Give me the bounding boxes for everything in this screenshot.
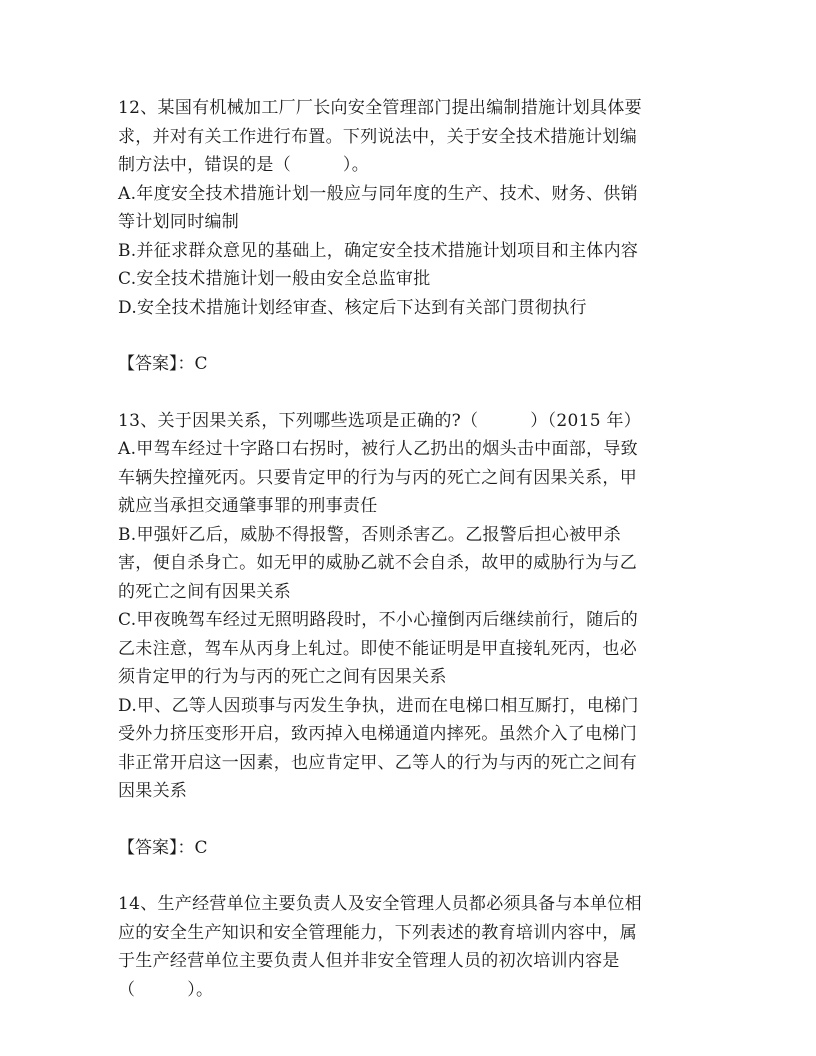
option-c-line: C.安全技术措施计划一般由安全总监审批	[118, 269, 431, 289]
question-14	[118, 890, 698, 1004]
spacer	[118, 322, 698, 350]
option-c-line: 乙未注意，驾车从丙身上轧过。即使不能证明是甲直接轧死丙，也必	[118, 638, 637, 659]
spacer	[118, 862, 698, 890]
option-d-line: 因果关系	[118, 781, 188, 801]
question-line: 于生产经营单位主要负责人但并非安全管理人员的初次培训内容是	[118, 951, 620, 971]
question-line: 13、关于因果关系，下列哪些选项是正确的?（ ）（2015 年）	[118, 410, 642, 431]
option-d-line: 非正常开启这一因素，也应肯定甲、乙等人的行为与丙的死亡之间有	[118, 752, 637, 773]
question-13	[118, 407, 698, 806]
option-b-line: B.并征求群众意见的基础上，确定安全技术措施计划项目和主体内容	[118, 240, 639, 261]
answer-12: 【答案】：C	[118, 354, 208, 374]
option-c-line: 须肯定甲的行为与丙的死亡之间有因果关系	[118, 667, 447, 687]
option-a-line: A.年度安全技术措施计划一般应与同年度的生产、技术、财务、供销	[118, 183, 638, 204]
answer-13: 【答案】：C	[118, 837, 208, 858]
option-a-line: 等计划同时编制	[118, 212, 240, 232]
option-b-line: 的死亡之间有因果关系	[118, 581, 291, 602]
question-line: 制方法中，错误的是（ ）。	[118, 155, 369, 175]
option-c-line: C.甲夜晚驾车经过无照明路段时，不小心撞倒丙后继续前行，随后的	[118, 610, 639, 630]
question-line: 14、生产经营单位主要负责人及安全管理人员都必须具备与本单位相	[118, 894, 642, 914]
spacer	[118, 379, 698, 407]
question-line: 12、某国有机械加工厂厂长向安全管理部门提出编制措施计划具体要	[118, 98, 642, 118]
exam-document	[118, 94, 698, 1004]
option-d-line: D.安全技术措施计划经审查、核定后下达到有关部门贯彻执行	[118, 297, 587, 318]
option-a-line: A.甲驾车经过十字路口右拐时，被行人乙扔出的烟头击中面部，导致	[118, 439, 638, 459]
option-d-line: 受外力挤压变形开启，致丙掉入电梯通道内摔死。虽然介入了电梯门	[118, 724, 637, 744]
question-line: 求，并对有关工作进行布置。下列说法中，关于安全技术措施计划编	[118, 126, 637, 147]
option-b-line: B.甲强奸乙后，威胁不得报警，否则杀害乙。乙报警后担心被甲杀	[118, 524, 621, 545]
question-line: 应的安全生产知识和安全管理能力，下列表述的教育培训内容中，属	[118, 922, 637, 943]
question-12	[118, 94, 698, 322]
option-a-line: 车辆失控撞死丙。只要肯定甲的行为与丙的死亡之间有因果关系，甲	[118, 467, 637, 488]
question-line: （ ）。	[118, 979, 214, 1000]
option-d-line: D.甲、乙等人因琐事与丙发生争执，进而在电梯口相互厮打，电梯门	[118, 695, 639, 716]
spacer	[118, 806, 698, 834]
option-b-line: 害，便自杀身亡。如无甲的威胁乙就不会自杀，故甲的威胁行为与乙	[118, 553, 637, 573]
option-a-line: 就应当承担交通肇事罪的刑事责任	[118, 496, 378, 516]
